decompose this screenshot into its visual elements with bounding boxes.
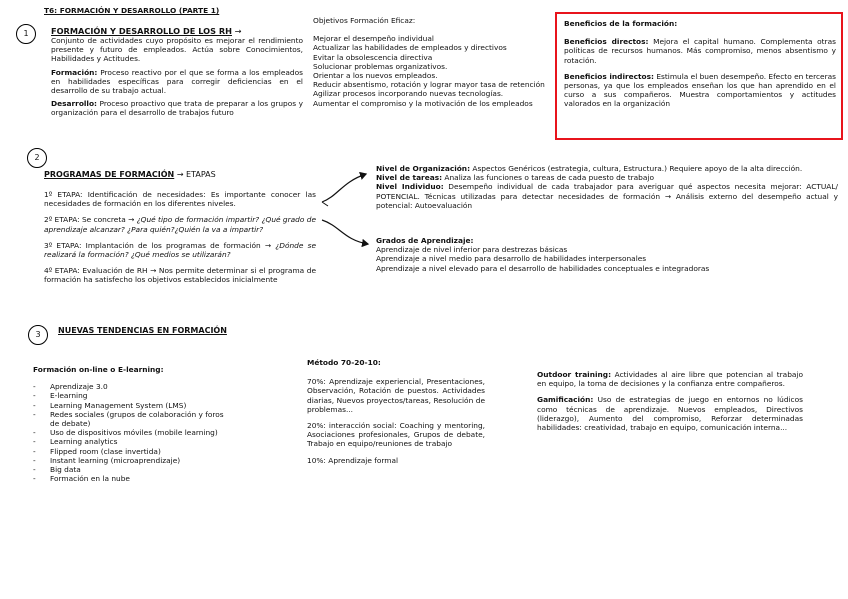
etapa-2-prefix: 2º ETAPA: Se concreta → (44, 215, 135, 225)
section2-heading-suffix: → ETAPAS (176, 170, 216, 179)
section-number-1: 1 (16, 24, 36, 44)
gamificacion-text: Uso de estrategias de juego en entornos no lúdicos como técnicas de aprendizaje. Nuevos empleados, Directivos (liderazgo), Aumento del compromiso, Reforzar determinadas habilidades: creatividad, trabajo en equipo, comunicación interna... (537, 395, 803, 433)
nivel-organizacion-label: Nivel de Organización: (376, 164, 471, 173)
metodo-70: 70%: Aprendizaje experiencial, Presentaciones, Observación, Rotación de puestos. Actividades diarias, Nuevos proyectos/tareas, Resolución de problemas... (307, 377, 485, 414)
list-item: - Instant learning (microaprendizaje) (33, 456, 233, 465)
section3-heading: NUEVAS TENDENCIAS EN FORMACIÓN (58, 326, 227, 335)
beneficios-title: Beneficios de la formación: (564, 19, 678, 28)
nivel-individuo-text: Desempeño individual de cada trabajador para averiguar qué aspectos necesita mejorar: ACTUAL/ POTENCIAL. Técnicas utilizadas para detectar necesidades de formación → Análisis externo del desempeño actual y potencial: Autoevaluación (376, 182, 838, 210)
list-item: - Uso de dispositivos móviles (mobile learning) (33, 428, 233, 437)
grados-title: Grados de Aprendizaje: (376, 236, 474, 245)
metodo-block (307, 358, 485, 465)
etapa-3-prefix: 3º ETAPA: Implantación de los programas de formación → (44, 240, 272, 250)
beneficios-indirectos-text: Estimula el buen desempeño. Efecto en terceras personas, ya que los empleados enseñan los que han aprendido en el curso a sus compañeros. Muestra comportamientos y actitudes valorados en la organización (564, 71, 837, 109)
section-number-3: 3 (28, 325, 48, 345)
curved-arrows (318, 160, 378, 270)
list-item: - E-learning (33, 391, 233, 400)
etapa-2 (44, 215, 316, 233)
metodo-title: Método 70-20-10: (307, 358, 381, 367)
etapa-2-questions: ¿Qué tipo de formación impartir? ¿Qué grado de aprendizaje alcanzar? ¿Para quién?¿Quién la va a impartir? (44, 215, 316, 234)
outdoor-label: Outdoor training: (537, 370, 612, 379)
objetivo-item: Actualizar las habilidades de empleados y directivos (313, 43, 507, 53)
section2-heading-line (44, 170, 216, 179)
arrow-to-grados (322, 220, 368, 244)
objetivo-item: Reducir absentismo, rotación y lograr mayor tasa de retención (313, 80, 545, 90)
grados-block (376, 236, 838, 273)
outdoor-text: Actividades al aire libre que potencian al trabajo en equipo, la toma de decisiones y la confianza entre compañeros. (537, 370, 803, 389)
objetivos-title: Objetivos Formación Eficaz: (313, 16, 416, 25)
objetivo-item: Solucionar problemas organizativos. (313, 61, 448, 71)
nivel-individuo-label: Nivel Individuo: (376, 182, 444, 192)
objetivo-item: Orientar a los nuevos empleados. (313, 71, 438, 81)
objetivo-item: Agilizar procesos incorporando nuevas tecnologías. (313, 89, 504, 99)
beneficios-directos-text: Mejora el capital humano. Complementa otras políticas de recursos humanos. Más compromiso, menos absentismo y rotación. (564, 37, 836, 65)
etapa-1: 1º ETAPA: Identificación de necesidades: Es importante conocer las necesidades de formación en los diferentes niveles. (44, 190, 316, 209)
nivel-organizacion-text: Aspectos Genéricos (estrategia, cultura, Estructura.) Requiere apoyo de la alta dirección. (472, 164, 803, 173)
gamificacion-label: Gamificación: (537, 395, 594, 405)
nivel-tareas-text: Analiza las funciones o tareas de cada puesto de trabajo (444, 173, 654, 183)
objetivo-item: Aumentar el compromiso y la motivación de los empleados (313, 98, 533, 108)
online-block (33, 365, 233, 483)
beneficios-indirectos-label: Beneficios indirectos: (564, 71, 654, 81)
online-title: Formación on-line o E-learning: (33, 365, 164, 374)
online-list (33, 382, 233, 483)
grado-item: Aprendizaje a nivel elevado para el desarrollo de habilidades conceptuales e integradoras (376, 263, 710, 273)
section1-block (51, 26, 303, 118)
section-number-2: 2 (27, 148, 47, 168)
nivel-tareas-label: Nivel de tareas: (376, 173, 443, 183)
objetivos-block (313, 16, 550, 108)
grado-item: Aprendizaje a nivel medio para desarrollo de habilidades interpersonales (376, 254, 647, 264)
list-item: - Flipped room (clase invertida) (33, 447, 233, 456)
section2-heading: PROGRAMAS DE FORMACIÓN (44, 170, 175, 179)
list-item: - Big data (33, 465, 233, 474)
desarrollo-text: Proceso proactivo que trata de preparar a los grupos y organización para el desarrollo de trabajos futuro (51, 99, 303, 118)
page-title: T6: FORMACIÓN Y DESARROLLO (PARTE 1) (44, 6, 220, 15)
beneficios-directos-label: Beneficios directos: (564, 37, 649, 47)
etapa-4: 4º ETAPA: Evaluación de RH → Nos permite determinar si el programa de formación ha satisfecho los objetivos establecidos inicialmente (44, 266, 316, 285)
formacion-text: Proceso reactivo por el que se forma a los empleados en habilidades específicas para corregir deficiencias en el desarrollo de su trabajo actual. (51, 67, 303, 96)
objetivo-item: Mejorar el desempeño individual (313, 34, 434, 44)
objetivo-item: Evitar la obsolescencia directiva (313, 52, 433, 62)
outdoor-gamificacion-block (537, 370, 803, 432)
list-item: - Redes sociales (grupos de colaboración y foros de debate) (33, 410, 233, 428)
list-item: - Learning Management System (LMS) (33, 401, 233, 410)
section1-heading: FORMACIÓN Y DESARROLLO DE LOS RH (51, 26, 233, 36)
metodo-20: 20%: interacción social: Coaching y mentoring, Asociaciones profesionales, Grupos de debate, Trabajo en equipo/reuniones de trabajo (307, 421, 485, 449)
list-item: - Formación en la nube (33, 474, 233, 483)
arrow-to-niveles (322, 174, 366, 202)
section1-heading-arrow: → (234, 26, 242, 36)
grado-item: Aprendizaje de nivel inferior para destrezas básicas (376, 245, 568, 255)
etapa-3 (44, 241, 316, 259)
list-item: - Learning analytics (33, 437, 233, 446)
desarrollo-label: Desarrollo: (51, 99, 98, 109)
metodo-10: 10%: Aprendizaje formal (307, 455, 399, 465)
beneficios-block (564, 19, 836, 109)
section1-definition: Conjunto de actividades cuyo propósito es mejorar el rendimiento presente y futuro de empleados. Actúa sobre Conocimientos, Habilidades y Actitudes. (51, 36, 303, 64)
etapas-block (44, 190, 316, 285)
formacion-label: Formación: (51, 67, 98, 77)
niveles-block (376, 164, 838, 210)
etapa-3-questions: ¿Dónde se realizará la formación? ¿Qué medios se utilizarán? (44, 240, 316, 260)
list-item: - Aprendizaje 3.0 (33, 382, 233, 391)
